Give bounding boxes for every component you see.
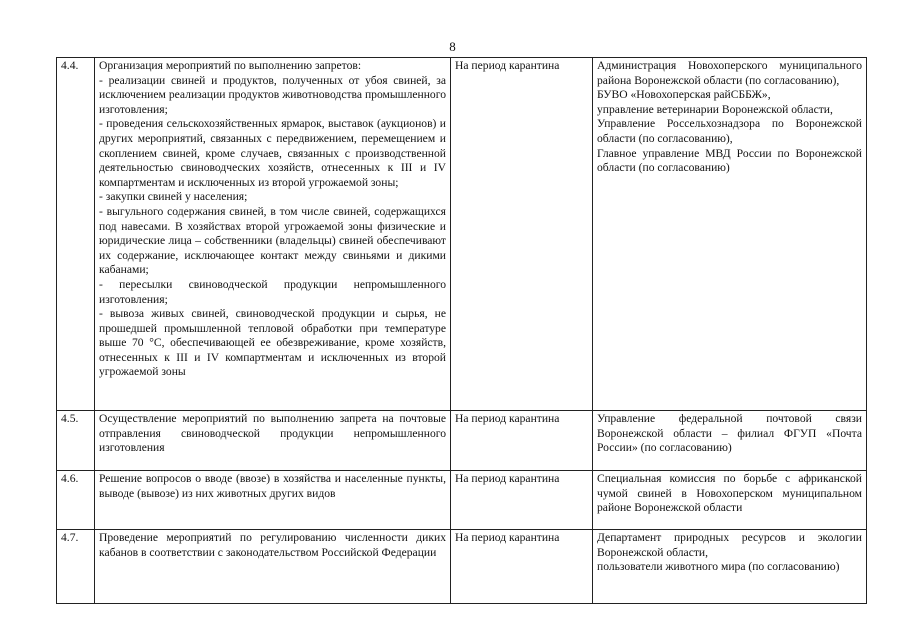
action-cell: Осуществление мероприятий по выполнению запрета на почтовые отправления свиноводческой продукции непромышленного изготовления bbox=[95, 411, 451, 471]
responsible-cell bbox=[593, 530, 867, 604]
table-row bbox=[57, 411, 867, 471]
responsible-cell bbox=[593, 58, 867, 411]
table-row bbox=[57, 471, 867, 530]
period-cell: На период карантина bbox=[451, 471, 593, 530]
row-number: 4.4. bbox=[57, 58, 95, 411]
action-item: - вывоза живых свиней, свиноводческой продукции и сырья, не прошедшей промышленной тепловой обработки при температуре выше 70 °С, обеспечивающей ее обезвреживание, кроме хозяйств, отнесенных к III и IV компартментам и исключенных из второй угрожаемой зоны bbox=[99, 307, 446, 379]
responsible-party: Управление Россельхознадзора по Воронежской области (по согласованию), bbox=[597, 117, 862, 145]
page-number: 8 bbox=[449, 39, 456, 54]
row-number: 4.5. bbox=[57, 411, 95, 471]
responsible-party: Специальная комиссия по борьбе с африканской чумой свиней в Новохоперском муниципальном районе Воронежской области bbox=[597, 472, 862, 515]
action-item: - реализации свиней и продуктов, полученных от убоя свиней, за исключением реализации продуктов животноводства промышленного изготовления; bbox=[99, 73, 446, 116]
action-item: - проведения сельскохозяйственных ярмарок, выставок (аукционов) и других мероприятий, связанных с передвижением, перемещением и скоплением свиней, кроме случаев, связанных с производственной деятельностью свиноводческих хозяйств, отнесенных к III и IV компартментам и исключенных из второй угрожаемой зоны; bbox=[99, 117, 446, 189]
responsible-party: Управление федеральной почтовой связи Воронежской области – филиал ФГУП «Почта России» (по согласованию) bbox=[597, 412, 862, 455]
responsible-party: Главное управление МВД России по Воронежской области (по согласованию) bbox=[597, 146, 862, 175]
measures-table bbox=[56, 57, 867, 604]
action-item: - пересылки свиноводческой продукции непромышленного изготовления; bbox=[99, 277, 446, 306]
responsible-party: управление ветеринарии Воронежской области, bbox=[597, 102, 833, 116]
table-row bbox=[57, 58, 867, 411]
action-item: - выгульного содержания свиней, в том числе свиней, содержащихся под навесами. В хозяйствах второй угрожаемой зоны физические и юридические лица – собственники (владельцы) свиней обеспечивают их содержание, исключающее контакт между свиньями и дикими кабанами; bbox=[99, 204, 446, 277]
responsible-party: Департамент природных ресурсов и экологии Воронежской области, bbox=[597, 531, 862, 559]
period-cell: На период карантина bbox=[451, 530, 593, 604]
action-title: Организация мероприятий по выполнению запретов: bbox=[99, 59, 362, 72]
action-cell bbox=[95, 58, 451, 411]
responsible-party: БУВО «Новохоперская райСББЖ», bbox=[597, 88, 771, 102]
action-item: - закупки свиней у населения; bbox=[99, 190, 248, 204]
period-cell: На период карантина bbox=[451, 58, 593, 411]
responsible-party: пользователи животного мира (по согласованию) bbox=[597, 560, 840, 574]
table-row bbox=[57, 530, 867, 604]
row-number: 4.6. bbox=[57, 471, 95, 530]
responsible-cell bbox=[593, 411, 867, 471]
action-cell: Решение вопросов о вводе (ввозе) в хозяйства и населенные пункты, выводе (вывозе) из них животных других видов bbox=[95, 471, 451, 530]
responsible-party: Администрация Новохоперского муниципального района Воронежской области (по согласованию), bbox=[597, 59, 862, 87]
row-number: 4.7. bbox=[57, 530, 95, 604]
action-cell: Проведение мероприятий по регулированию численности диких кабанов в соответствии с законодательством Российской Федерации bbox=[95, 530, 451, 604]
period-cell: На период карантина bbox=[451, 411, 593, 471]
responsible-cell bbox=[593, 471, 867, 530]
